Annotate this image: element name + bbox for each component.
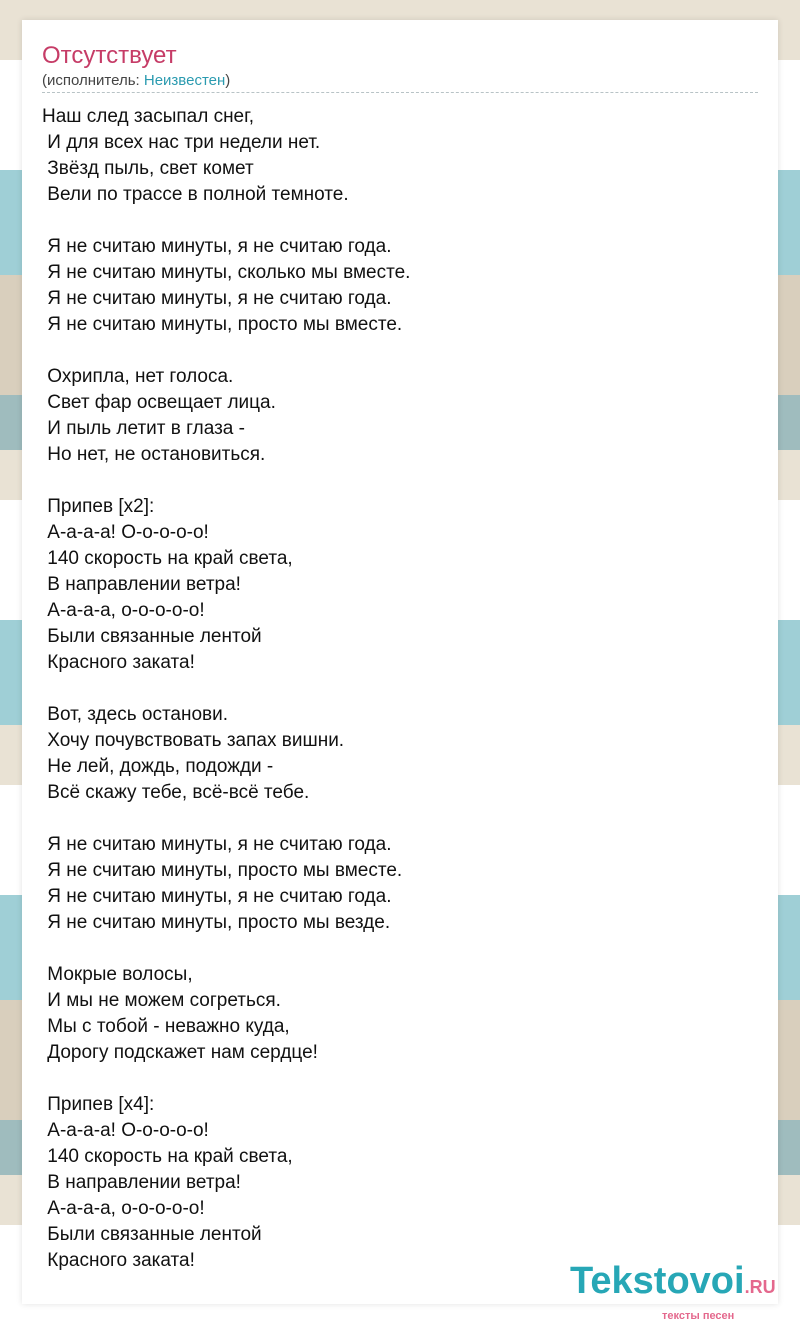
lyrics-line: Мы с тобой - неважно куда, [42, 1016, 290, 1037]
lyrics-blank-line [42, 338, 742, 364]
lyrics-blank-line [42, 468, 742, 494]
lyrics-line: Я не считаю минуты, я не считаю года. [42, 834, 392, 855]
lyrics-line: Я не считаю минуты, просто мы вместе. [42, 860, 403, 881]
logo-tagline: тексты песен [662, 1310, 735, 1322]
lyrics-line: Охрипла, нет голоса. [42, 366, 234, 387]
lyrics-line: А-а-а-а! О-о-о-о-о! [42, 522, 209, 543]
lyrics-line: Вот, здесь останови. [42, 704, 229, 725]
lyrics-line: Я не считаю минуты, я не считаю года. [42, 886, 392, 907]
lyrics-line: Не лей, дождь, подожди - [42, 756, 274, 777]
artist-link[interactable]: Неизвестен [143, 72, 226, 89]
artist-prefix: (исполнитель: [42, 72, 144, 89]
logo-main-text: Tekstovoi [570, 1260, 745, 1302]
lyrics-line: Красного заката! [42, 652, 195, 673]
lyrics-line: И пыль летит в глаза - [42, 418, 245, 439]
lyrics-line: В направлении ветра! [42, 574, 241, 595]
lyrics-line: В направлении ветра! [42, 1172, 241, 1193]
lyrics-line: А-а-а-а! О-о-о-о-о! [42, 1120, 209, 1141]
lyrics-line: Красного заката! [42, 1250, 195, 1271]
lyrics-line: И мы не можем согреться. [42, 990, 281, 1011]
lyrics-line: Наш след засыпал снег, [42, 106, 255, 127]
artist-suffix: ) [225, 72, 231, 89]
lyrics-blank-line [42, 208, 742, 234]
lyrics-line: 140 скорость на край света, [42, 1146, 293, 1167]
lyrics-line: А-а-а-а, о-о-о-о-о! [42, 1198, 205, 1219]
lyrics-line: Припев [x4]: [42, 1094, 155, 1115]
lyrics-line: 140 скорость на край света, [42, 548, 293, 569]
lyrics-line: Дорогу подскажет нам сердце! [42, 1042, 318, 1063]
lyrics-line: Мокрые волосы, [42, 964, 193, 985]
site-logo[interactable] [570, 1260, 780, 1322]
lyrics-line: Были связанные лентой [42, 626, 262, 647]
title-divider [42, 92, 758, 93]
lyrics-line: Хочу почувствовать запах вишни. [42, 730, 345, 751]
lyrics-line: Всё скажу тебе, всё-всё тебе. [42, 782, 310, 803]
lyrics-line: Я не считаю минуты, просто мы вместе. [42, 314, 403, 335]
logo-wordmark [570, 1260, 776, 1303]
logo-tld: .RU [744, 1277, 776, 1297]
lyrics-line: Я не считаю минуты, я не считаю года. [42, 236, 392, 257]
lyrics-line: А-а-а-а, о-о-о-о-о! [42, 600, 205, 621]
lyrics-line: Припев [x2]: [42, 496, 155, 517]
lyrics-line: Я не считаю минуты, я не считаю года. [42, 288, 392, 309]
lyrics-line: Звёзд пыль, свет комет [42, 158, 254, 179]
lyrics-line: Были связанные лентой [42, 1224, 262, 1245]
lyrics-blank-line [42, 936, 742, 962]
lyrics-card [22, 20, 778, 1322]
lyrics-line: Я не считаю минуты, сколько мы вместе. [42, 262, 411, 283]
lyrics-line: Вели по трассе в полной темноте. [42, 184, 349, 205]
lyrics-text [42, 104, 742, 1274]
lyrics-blank-line [42, 1066, 742, 1092]
lyrics-line: Но нет, не остановиться. [42, 444, 266, 465]
lyrics-line: Свет фар освещает лица. [42, 392, 276, 413]
lyrics-blank-line [42, 676, 742, 702]
lyrics-line: Я не считаю минуты, просто мы везде. [42, 912, 391, 933]
lyrics-line: И для всех нас три недели нет. [42, 132, 321, 153]
artist-line [42, 72, 230, 89]
lyrics-blank-line [42, 806, 742, 832]
song-title: Отсутствует [42, 42, 177, 69]
